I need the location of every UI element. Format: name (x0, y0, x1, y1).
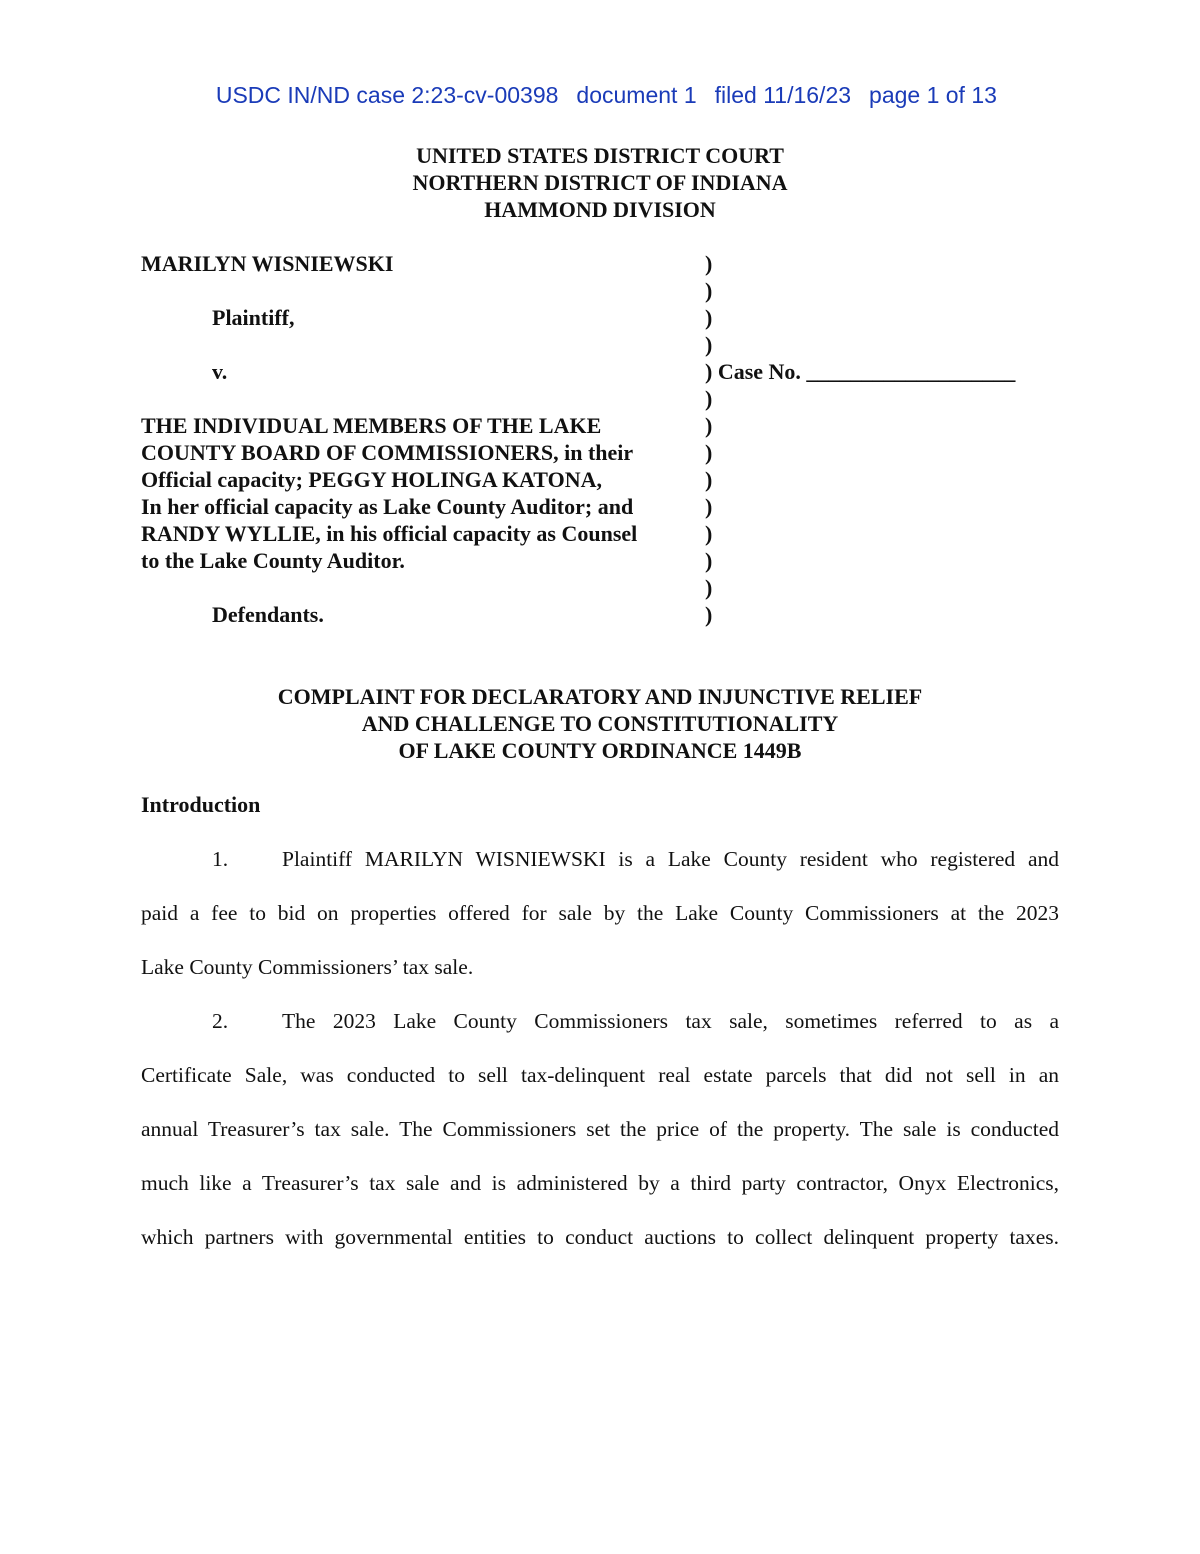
paragraph-text: Certificate Sale, was conducted to sell tax-delinquent real estate parcels that did not sell in an (141, 1063, 1059, 1087)
caption-paren: ) (705, 602, 713, 627)
caption-spacer (141, 385, 701, 412)
caption-parentheses (705, 250, 1065, 628)
caption-paren: ) (705, 440, 713, 465)
defendants-line: Official capacity; PEGGY HOLINGA KATONA, (141, 467, 602, 492)
paragraph-text: paid a fee to bid on properties offered for sale by the Lake County Commissioners at the 2023 (141, 901, 1059, 925)
document-title-line: COMPLAINT FOR DECLARATORY AND INJUNCTIVE RELIEF (277, 684, 923, 709)
caption-parties (141, 250, 701, 628)
filing-header (0, 50, 1200, 110)
caption-paren: ) (705, 521, 713, 546)
court-heading (0, 142, 1200, 223)
filing-case-number: USDC IN/ND case 2:23-cv-00398 (215, 82, 559, 108)
case-number-field: ) Case No. ___________________ (705, 359, 1016, 384)
defendants-line: COUNTY BOARD OF COMMISSIONERS, in their (141, 440, 634, 465)
paragraph-number: 2. (212, 1009, 229, 1033)
caption-spacer (141, 574, 701, 601)
paragraph-text: Plaintiff MARILYN WISNIEWSKI is a Lake County resident who registered and (282, 847, 1059, 871)
paragraph-first-line (141, 832, 1059, 886)
caption-paren: ) (705, 251, 713, 276)
section-heading-introduction: Introduction (141, 792, 261, 817)
filing-page-count: page 1 of 13 (869, 82, 997, 108)
paragraph-text: The 2023 Lake County Commissioners tax sale, sometimes referred to as a (282, 1009, 1059, 1033)
defendants-line: to the Lake County Auditor. (141, 548, 405, 573)
paragraph-text: much like a Treasurer’s tax sale and is administered by a third party contractor, Onyx Electronics, (141, 1171, 1059, 1195)
paragraph-first-line (141, 994, 1059, 1048)
caption-paren: ) (705, 305, 713, 330)
caption-paren: ) (705, 467, 713, 492)
filing-date: filed 11/16/23 (714, 82, 852, 108)
filing-document-number: document 1 (576, 82, 697, 108)
caption-paren: ) (705, 278, 713, 303)
versus-label: v. (212, 359, 228, 384)
paragraph-text: annual Treasurer’s tax sale. The Commissioners set the price of the property. The sale is conducted (141, 1117, 1059, 1141)
paragraph-1 (141, 832, 1059, 994)
caption-paren: ) (705, 494, 713, 519)
defendants-label: Defendants. (212, 602, 324, 627)
court-district: NORTHERN DISTRICT OF INDIANA (412, 170, 788, 195)
caption-paren: ) (705, 413, 713, 438)
defendants-line: RANDY WYLLIE, in his official capacity as Counsel (141, 521, 638, 546)
document-title-line: AND CHALLENGE TO CONSTITUTIONALITY (361, 711, 839, 736)
caption-paren: ) (705, 575, 713, 600)
caption-spacer (141, 331, 701, 358)
paragraph-number: 1. (212, 847, 229, 871)
court-division: HAMMOND DIVISION (484, 197, 716, 222)
caption-paren: ) (705, 332, 713, 357)
defendants-line: In her official capacity as Lake County Auditor; and (141, 494, 634, 519)
document-title (0, 683, 1200, 764)
court-name: UNITED STATES DISTRICT COURT (416, 143, 784, 168)
caption-spacer (141, 277, 701, 304)
caption-paren: ) (705, 548, 713, 573)
paragraph-text: which partners with governmental entities to conduct auctions to collect delinquent property taxes. (141, 1225, 1059, 1249)
paragraph-text: Lake County Commissioners’ tax sale. (141, 955, 474, 979)
caption-paren: ) (705, 386, 713, 411)
defendants-line: THE INDIVIDUAL MEMBERS OF THE LAKE (141, 413, 602, 438)
plaintiff-name: MARILYN WISNIEWSKI (141, 251, 394, 276)
document-title-line: OF LAKE COUNTY ORDINANCE 1449B (398, 738, 802, 763)
paragraph-2 (141, 994, 1059, 1264)
plaintiff-label: Plaintiff, (212, 305, 295, 330)
